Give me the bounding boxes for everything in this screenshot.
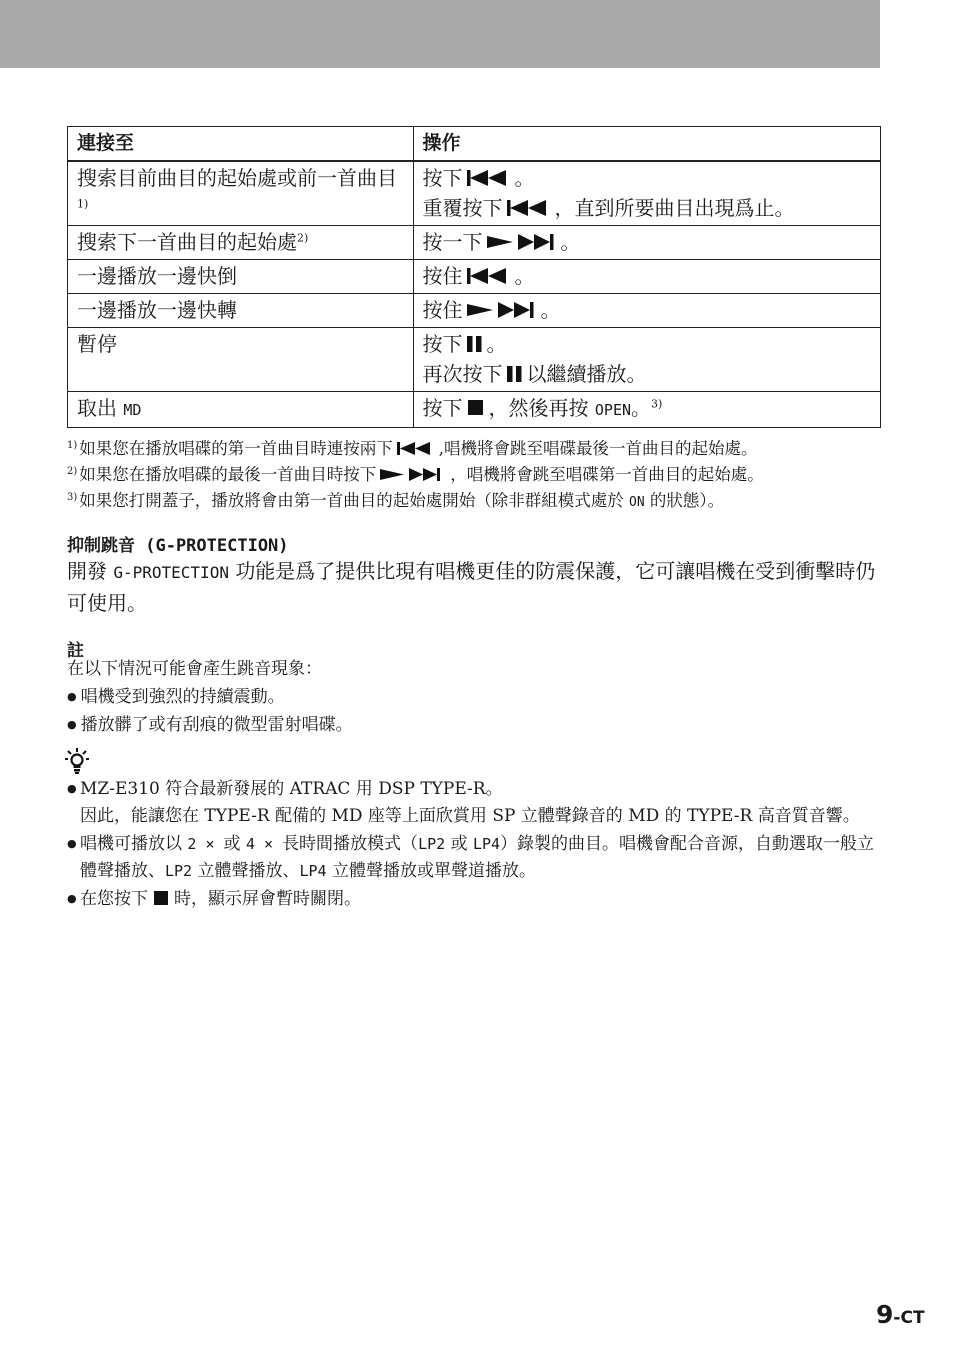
pause-icon: [467, 335, 483, 353]
operation-text: 以繼續播放。: [526, 362, 647, 386]
page-number-suffix: -CT: [893, 1308, 925, 1328]
table-cell-operation: [413, 294, 880, 328]
on-label: ON: [629, 495, 645, 510]
description-text: 功能是爲了提供比現有唱機更佳的防震保護，它可讓唱機在受到衝擊時仍可使用。: [67, 559, 876, 615]
page-number-value: 9: [876, 1300, 894, 1329]
table-cell-action: [68, 161, 414, 226]
operation-text: 再次按下: [422, 362, 503, 386]
footnote-text: 的狀態）。: [649, 491, 725, 510]
table-row: [68, 260, 881, 294]
table-cell-action: [68, 226, 414, 260]
operation-text: 。: [514, 264, 535, 288]
tip-text: 立體聲播放或單聲道播放。: [332, 861, 536, 881]
footnote-number: 1): [67, 439, 78, 451]
operation-text: 按下: [422, 166, 463, 190]
tips-section: [67, 775, 882, 913]
operation-text: 按下: [422, 332, 463, 356]
operation-text: 重覆按下: [422, 196, 503, 220]
previous-track-icon: [467, 267, 511, 285]
footnote-ref: 2): [297, 231, 309, 245]
md-label: MD: [123, 401, 142, 419]
footnote-text: 如果您打開蓋子，播放將會由第一首曲目的起始處開始（除非群組模式處於: [79, 491, 624, 510]
footnote-ref: 3): [651, 397, 663, 411]
action-text: 暫停: [77, 332, 117, 356]
tip-item: [67, 885, 882, 913]
tip-mono-text: 2 ×: [187, 835, 224, 853]
operation-text: ，然後再按: [488, 396, 589, 420]
note-title: 註: [67, 641, 84, 661]
action-text: 搜索下一首曲目的起始處: [77, 230, 297, 254]
tip-text: ）錄製的曲目。唱機會配合音源，自動選取一般立體聲播放、: [80, 834, 875, 881]
previous-track-icon: [467, 169, 511, 187]
operation-text: 。: [540, 298, 561, 322]
stop-icon: [467, 399, 485, 417]
tip-text: 立體聲播放、: [197, 861, 300, 881]
tip-text: 在您按下: [80, 889, 148, 909]
header-bar: [0, 0, 880, 68]
table-cell-action: [68, 294, 414, 328]
open-label: OPEN: [594, 401, 632, 419]
tip-mono-text: LP2: [165, 862, 193, 880]
action-text: 一邊播放一邊快轉: [77, 298, 237, 322]
section-title-code: (G-PROTECTION): [135, 536, 289, 556]
note-item: ● 唱機受到強烈的持續震動。: [67, 683, 882, 711]
table-row: [68, 392, 881, 428]
pause-icon: [507, 365, 523, 383]
table-row: [68, 161, 881, 226]
table-cell-operation: [413, 260, 880, 294]
operation-text: 。: [560, 230, 581, 254]
action-text: 一邊播放一邊快倒: [77, 264, 237, 288]
action-text: 搜索目前曲目的起始處或前一首曲目: [77, 166, 397, 190]
table-cell-action: [68, 260, 414, 294]
footnote-1: [67, 436, 887, 462]
table-cell-operation: [413, 161, 880, 226]
note-section: [67, 656, 882, 739]
operation-text: 按住: [422, 298, 463, 322]
play-next-track-icon: [380, 467, 446, 482]
tip-item: [67, 830, 882, 885]
g-protection-label: G-PROTECTION: [113, 563, 229, 582]
tip-text: 長時間播放模式（: [282, 834, 419, 854]
tip-continuation: 因此，能讓您在 TYPE-R 配備的 MD 座等上面欣賞用 SP 立體聲錄音的 MD 的 TYPE-R 高音質音響。: [80, 806, 860, 826]
tip-mono-text: LP2: [418, 835, 446, 853]
table-row: [68, 328, 881, 392]
previous-track-icon: [397, 441, 435, 456]
tip-text: 或: [450, 834, 468, 854]
footnotes: [67, 436, 887, 516]
operation-text: ，直到所要曲目出現爲止。: [554, 196, 795, 220]
operation-text: 按下: [422, 396, 463, 420]
section-title-g-protection: [67, 531, 289, 556]
table-cell-operation: [413, 226, 880, 260]
table-cell-operation: [413, 328, 880, 392]
table-row: [68, 226, 881, 260]
footnote-number: 2): [67, 465, 78, 477]
description-text: 開發: [67, 559, 107, 583]
lightbulb-icon: [65, 748, 89, 774]
note-item: ● 播放髒了或有刮痕的微型雷射唱碟。: [67, 711, 882, 739]
tip-text: MZ-E310 符合最新發展的 ATRAC 用 DSP TYPE-R。: [80, 779, 503, 799]
previous-track-icon: [507, 199, 551, 217]
footnote-text: 如果您在播放唱碟的第一首曲目時連按兩下: [79, 439, 393, 458]
note-intro: 在以下情況可能會產生跳音現象：: [67, 659, 322, 679]
stop-icon: [152, 890, 170, 906]
table-cell-action: [68, 392, 414, 428]
tip-mono-text: LP4: [472, 835, 501, 853]
column-header-operation: 操作: [413, 127, 880, 162]
footnote-2: [67, 462, 887, 488]
table-cell-action: [68, 328, 414, 392]
table-row: [68, 294, 881, 328]
operation-text: 。: [514, 166, 535, 190]
tip-text: 或: [223, 834, 241, 854]
g-protection-description: [67, 556, 882, 618]
play-next-track-icon: [487, 233, 557, 251]
footnote-text: ,唱機將會跳至唱碟最後一首曲目的起始處。: [438, 439, 758, 458]
column-header-connect-to: 連接至: [68, 127, 414, 162]
section-title-text: 抑制跳音: [67, 536, 135, 556]
tip-mono-text: 4 ×: [245, 835, 283, 853]
tip-text: 唱機可播放以: [80, 834, 182, 854]
play-next-track-icon: [467, 301, 537, 319]
operation-text: 按住: [422, 264, 463, 288]
action-text: 取出: [77, 396, 117, 420]
page-number: [876, 1300, 925, 1329]
operation-text: 。: [486, 332, 507, 356]
tip-mono-text: LP4: [299, 862, 327, 880]
footnote-text: 如果您在播放唱碟的最後一首曲目時按下: [79, 465, 377, 484]
operation-text: 按一下: [422, 230, 483, 254]
footnote-number: 3): [67, 491, 78, 503]
footnote-ref: 1): [77, 197, 89, 211]
footnote-text: ，唱機將會跳至唱碟第一首曲目的起始處。: [450, 465, 764, 484]
table-header-row: [68, 127, 881, 162]
operation-text: 。: [631, 396, 652, 420]
table-cell-operation: [413, 392, 880, 428]
tip-text: 時，顯示屏會暫時關閉。: [174, 889, 361, 909]
tip-item: [67, 775, 882, 803]
operations-table: [67, 126, 881, 428]
footnote-3: [67, 488, 887, 516]
